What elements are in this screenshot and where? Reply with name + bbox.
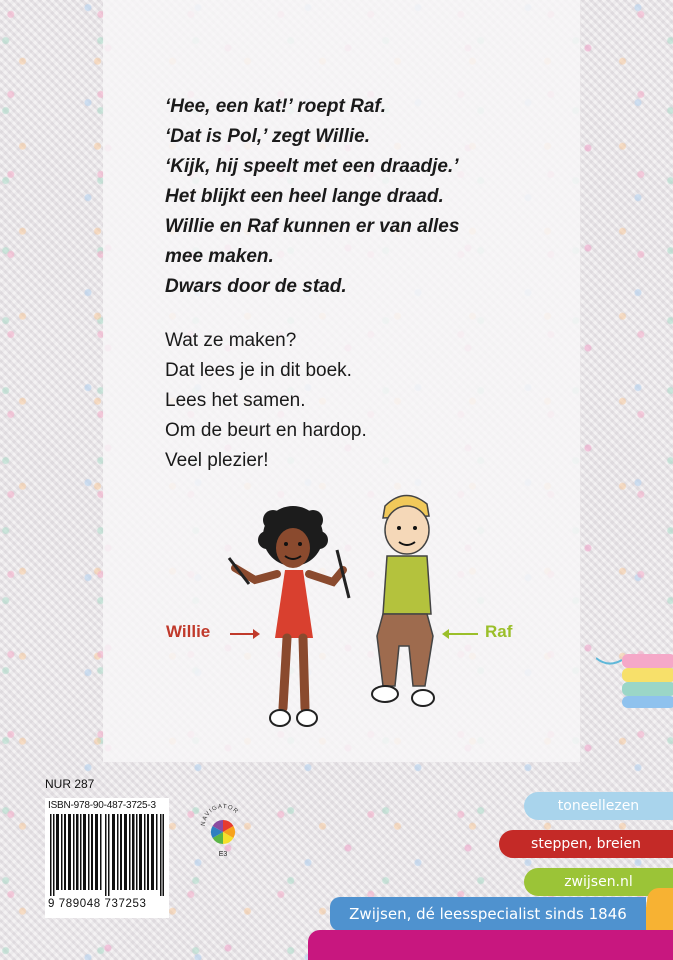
magenta-stripe (308, 930, 673, 960)
barcode-bars-icon (50, 814, 164, 896)
body-line: Om de beurt en hardop. (165, 420, 367, 441)
intro-line: ‘Hee, een kat!’ roept Raf. (165, 96, 387, 117)
tag-website[interactable]: zwijsen.nl (524, 868, 673, 896)
intro-line: mee maken. (165, 246, 274, 267)
intro-line: Het blijkt een heel lange draad. (165, 186, 444, 207)
raf-arrow-icon (448, 633, 478, 635)
body-line: Lees het samen. (165, 390, 306, 411)
publisher-slogan: Zwijsen, dé leesspecialist sinds 1846 (330, 897, 646, 931)
willie-illustration (225, 498, 360, 748)
navigator-badge (199, 796, 247, 864)
willie-label: Willie (166, 622, 211, 641)
raf-label: Raf (485, 622, 513, 641)
intro-line: ‘Dat is Pol,’ zegt Willie. (165, 126, 370, 147)
intro-line: Dwars door de stad. (165, 276, 347, 297)
barcode (45, 798, 169, 918)
intro-text (165, 92, 459, 302)
body-line: Wat ze maken? (165, 330, 297, 351)
yarn-thread-icon (596, 650, 673, 710)
tag-toneellezen: toneellezen (524, 792, 673, 820)
body-line: Veel plezier! (165, 450, 269, 471)
willie-arrow-icon (230, 633, 254, 635)
navigator-label: NAVIGATOR (200, 803, 240, 827)
intro-line: ‘Kijk, hij speelt met een draadje.’ (165, 156, 459, 177)
nur-code: NUR 287 (45, 777, 95, 791)
body-line: Dat lees je in dit boek. (165, 360, 352, 381)
body-text (165, 326, 367, 476)
intro-line: Willie en Raf kunnen er van alles (165, 216, 460, 237)
raf-illustration (355, 486, 455, 748)
ean-number: 9 789048 737253 (48, 898, 147, 910)
isbn-number: ISBN-978-90-487-3725-3 (48, 800, 156, 811)
navigator-level: E3 (218, 851, 228, 858)
tag-steppen-breien: steppen, breien (499, 830, 673, 858)
